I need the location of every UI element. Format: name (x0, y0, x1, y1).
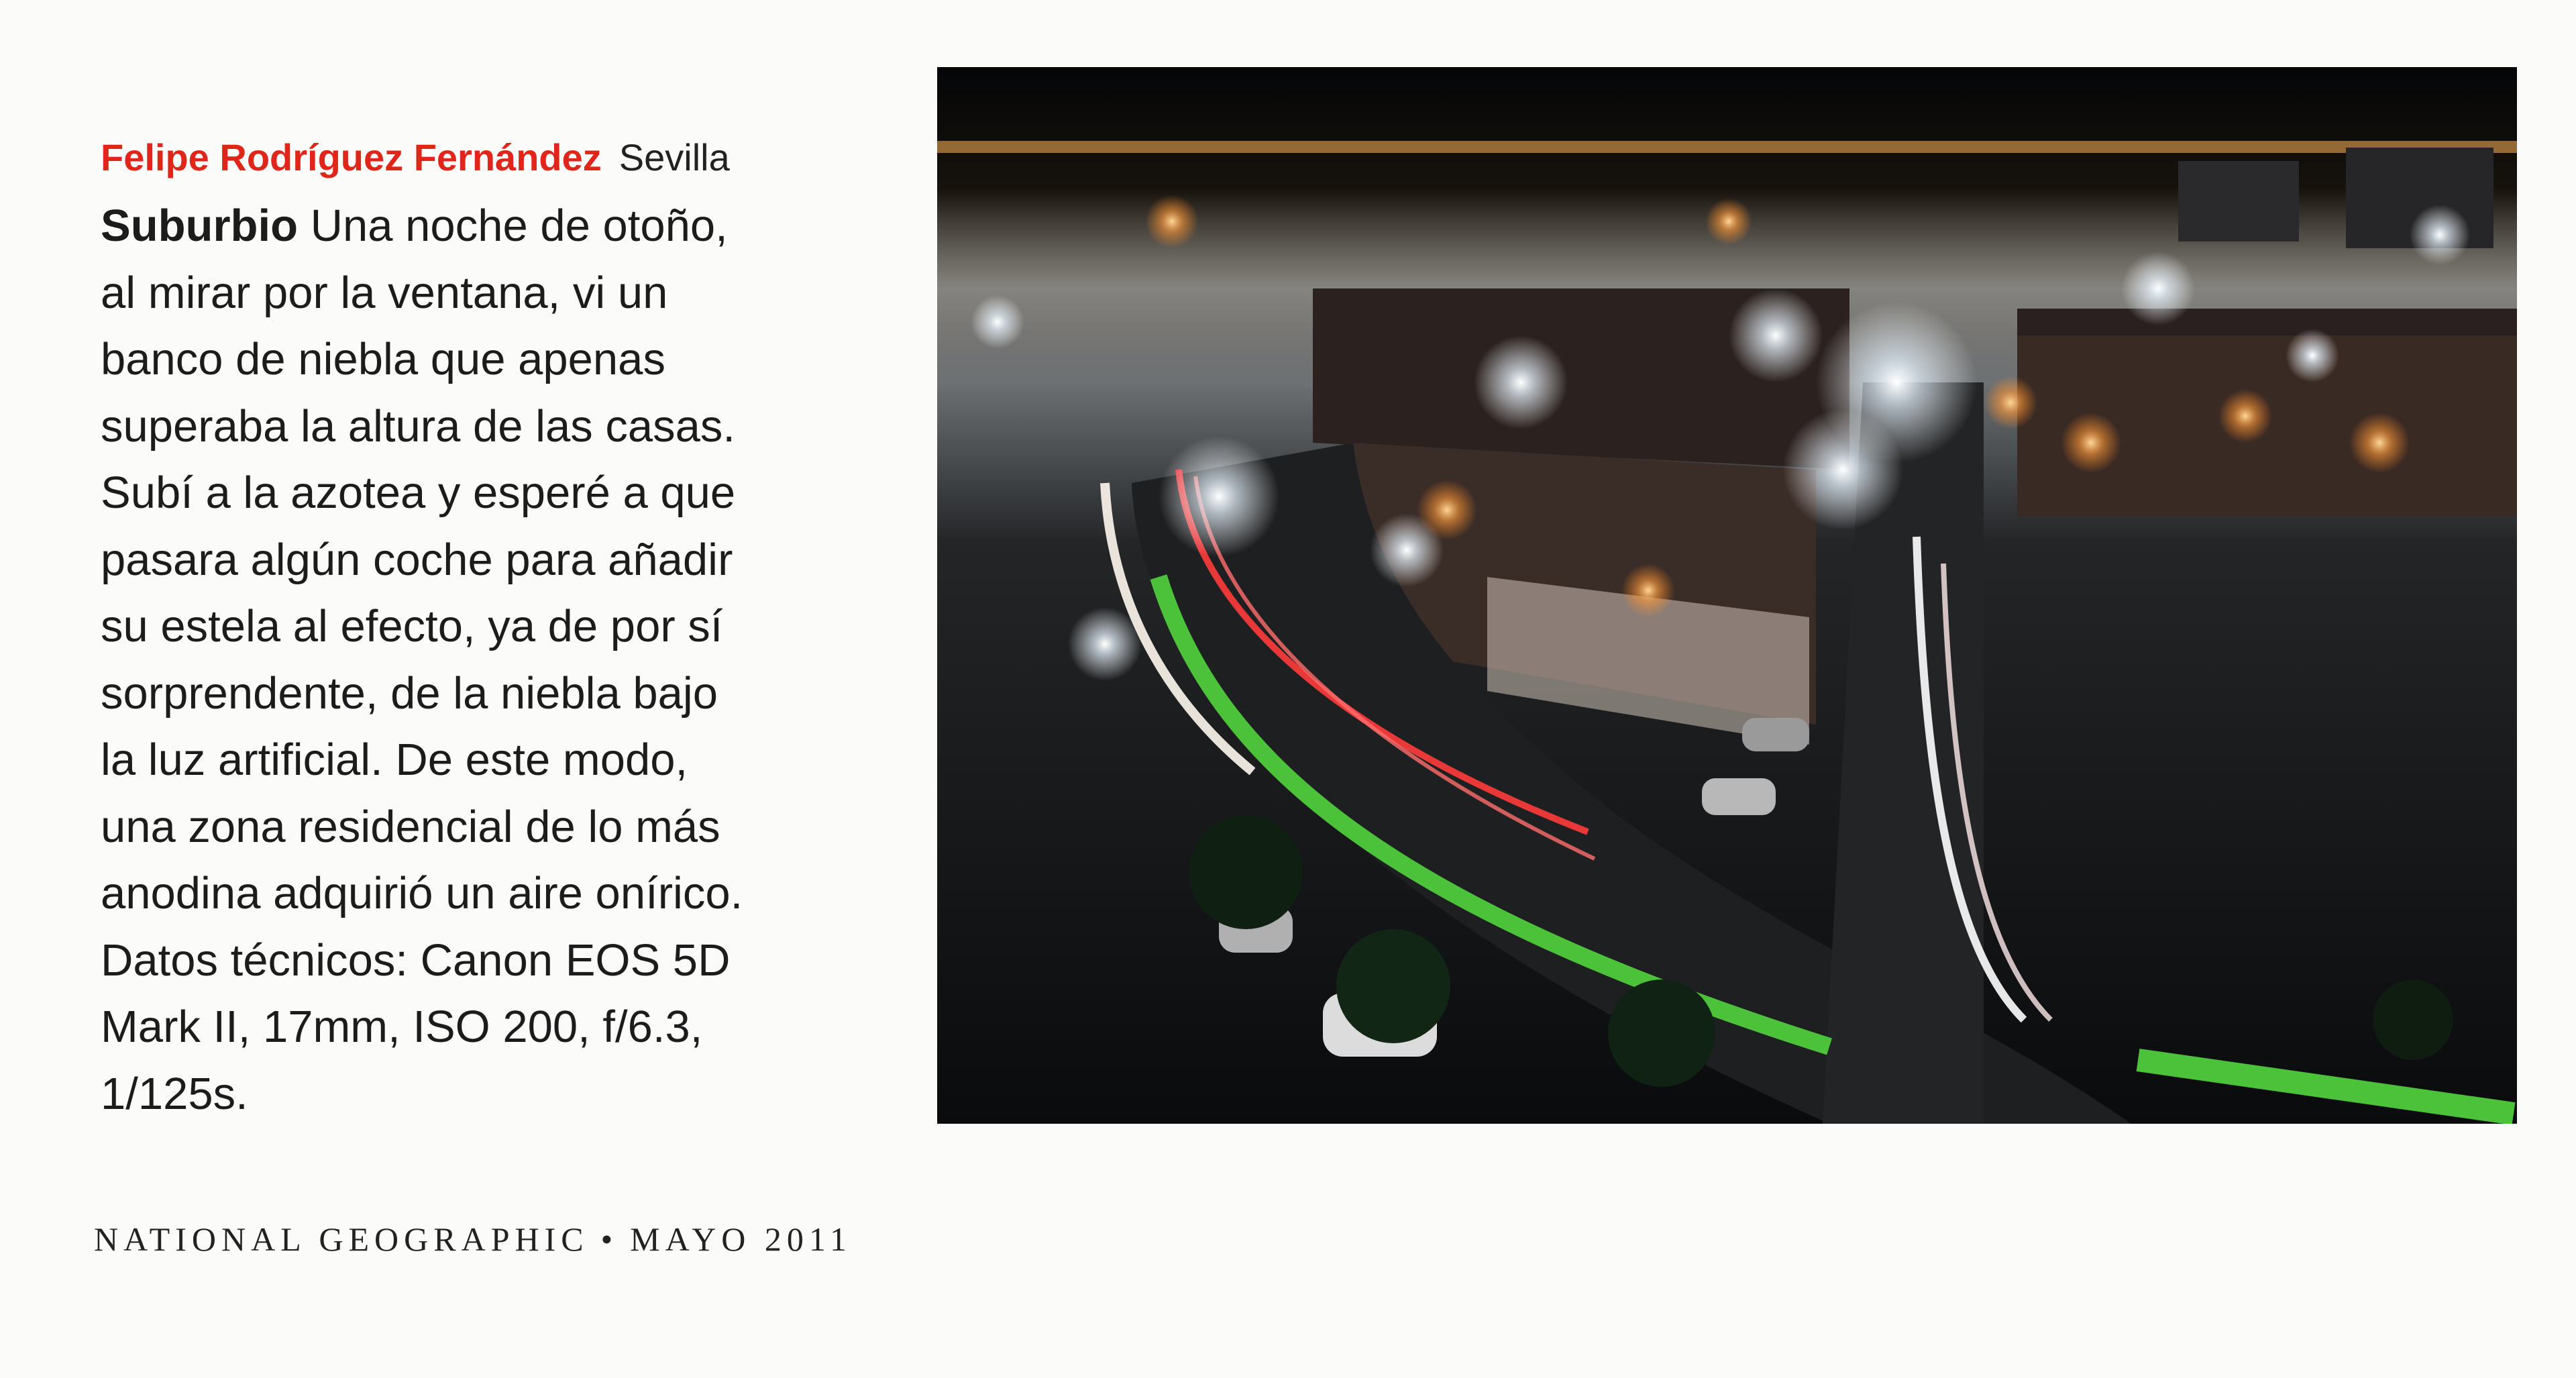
photo-title: Suburbio (101, 201, 299, 251)
author-city: Sevilla (619, 136, 730, 178)
caption-text (101, 193, 906, 1127)
caption-line: anodina adquirió un aire onírico. (101, 868, 743, 918)
night-fog-photo (937, 67, 2517, 1124)
byline (101, 131, 906, 184)
caption-line: su estela al efecto, ya de por sí (101, 601, 723, 651)
caption-line: Datos técnicos: Canon EOS 5D (101, 935, 731, 986)
publication-name: NATIONAL GEOGRAPHIC (94, 1220, 589, 1258)
caption-line: la luz artificial. De este modo, (101, 735, 688, 785)
caption-line: Subí a la azotea y esperé a que (101, 468, 736, 518)
footer-separator: • (600, 1220, 619, 1258)
page-footer (94, 1220, 852, 1259)
caption-line: al mirar por la ventana, vi un (101, 267, 668, 318)
caption-line: Suburbio Una noche de otoño, (101, 201, 728, 251)
photo-illustration (937, 67, 2517, 1124)
caption-line: pasara algún coche para añadir (101, 534, 733, 585)
author-name: Felipe Rodríguez Fernández (101, 136, 602, 178)
caption-line: una zona residencial de lo más (101, 801, 720, 852)
caption-line: banco de niebla que apenas (101, 334, 665, 384)
caption (101, 131, 906, 1127)
caption-line: superaba la altura de las casas. (101, 401, 736, 452)
caption-line: Mark II, 17mm, ISO 200, f/6.3, (101, 1002, 703, 1052)
caption-line: sorprendente, de la niebla bajo (101, 668, 718, 719)
caption-line: 1/125s. (101, 1068, 248, 1119)
issue-date: MAYO 2011 (630, 1220, 852, 1258)
